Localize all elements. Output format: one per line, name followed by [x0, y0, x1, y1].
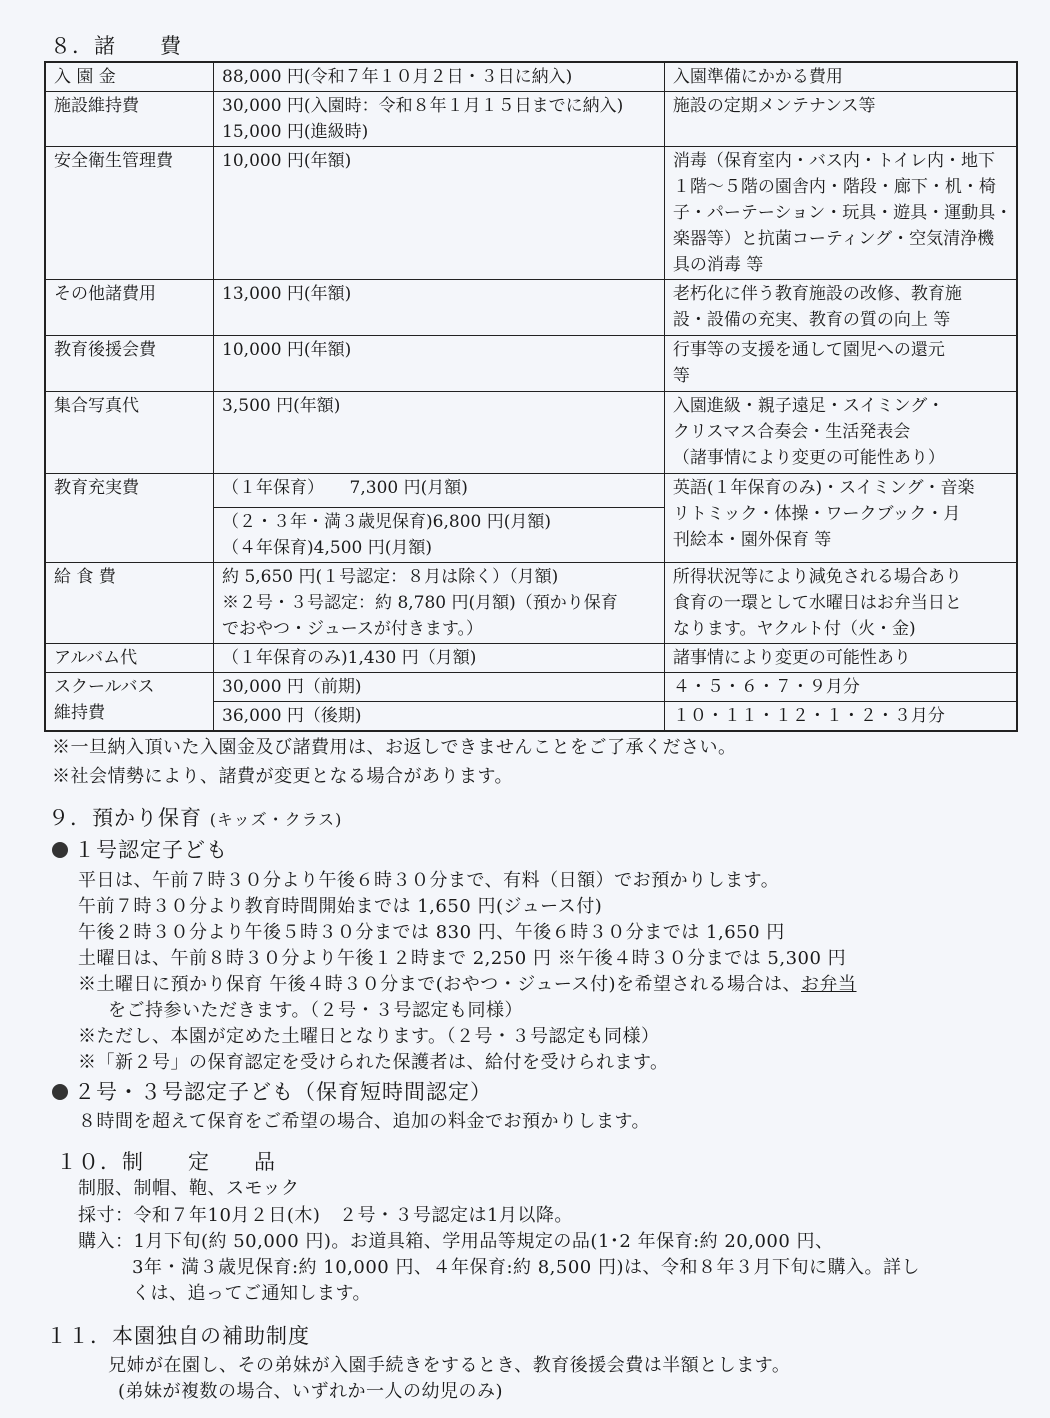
- table-row: [45, 644, 1017, 673]
- fee-amount: 30,000 円（前期): [214, 673, 665, 702]
- fee-amount: （１年保育のみ)1,430 円（月額): [214, 644, 665, 673]
- fee-item: スクールバス 維持費: [45, 673, 214, 732]
- body-line: ８時間を超えて保育をご希望の場合、追加の料金でお預かりします。: [78, 1111, 651, 1132]
- fee-item: 教育後援会費: [45, 336, 214, 392]
- fee-amount: 10,000 円(年額): [214, 336, 665, 392]
- fee-item: 施設維持費: [45, 92, 214, 147]
- body-line: 採寸：令和７年10月２日(木) ２号・３号認定は1月以降。: [78, 1205, 573, 1226]
- fee-note-line: ※一旦納入頂いた入園金及び諸費用は、お返しできませんことをご了承ください。: [52, 737, 737, 758]
- sub1-heading: [52, 834, 228, 864]
- sub1-title: １号認定子ども: [74, 838, 228, 862]
- fee-note: 老朽化に伴う教育施設の改修、教育施 設・設備の充実、教育の質の向上 等: [664, 280, 1017, 336]
- body-line: ※「新２号」の保育認定を受けられた保護者は、給付を受けられます。: [78, 1052, 669, 1073]
- fee-amount: 36,000 円（後期): [214, 702, 665, 732]
- fee-amount: （１年保育） 7,300 円(月額): [214, 474, 665, 508]
- section-9-title: ９．預かり保育: [48, 806, 202, 830]
- body-line: 3年・満３歳児保育:約 10,000 円、４年保育:約 8,500 円)は、令和８年３月下旬に購入。詳し: [132, 1257, 920, 1278]
- body-line: ※ただし、本園が定めた土曜日となります。（２号・３号認定も同様）: [78, 1026, 660, 1047]
- fee-amount: （２・３年・満３歳児保育)6,800 円(月額) （４年保育)4,500 円(月額): [214, 508, 665, 563]
- body-line: 午前７時３０分より教育時間開始までは 1,650 円(ジュース付): [78, 896, 603, 917]
- body-line: 土曜日は、午前８時３０分より午後１２時まで 2,250 円 ※午後４時３０分までは 5,300 円: [78, 948, 847, 969]
- fee-item: 給 食 費: [45, 563, 214, 644]
- table-row: [45, 563, 1017, 644]
- bullet-icon: [52, 1084, 68, 1100]
- body-line: 制服、制帽、鞄、スモック: [78, 1178, 300, 1199]
- fee-note: 英語(１年保育のみ)・スイミング・音楽 リトミック・体操・ワークブック・月 刊絵本・園外保育 等: [664, 474, 1017, 563]
- table-row: [45, 474, 1017, 508]
- section-11-heading: １１．本園独自の補助制度: [46, 1324, 310, 1348]
- fee-amount: 30,000 円(入園時：令和８年１月１５日までに納入) 15,000 円(進級時): [214, 92, 665, 147]
- fee-item: 安全衛生管理費: [45, 147, 214, 280]
- section-10-heading: １０．制 定 品: [56, 1150, 276, 1174]
- body-line: (弟妹が複数の場合、いずれか一人の幼児のみ): [118, 1381, 504, 1402]
- fee-note: ４・５・６・７・９月分: [664, 673, 1017, 702]
- table-row: [45, 336, 1017, 392]
- fee-note: 入園進級・親子遠足・スイミング・ クリスマス合奏会・生活発表会 （諸事情により変更の可能性あり）: [664, 392, 1017, 474]
- body-line: 購入：1月下旬(約 50,000 円)。お道具箱、学用品等規定の品(1･2 年保育:約 20,000 円、: [78, 1231, 834, 1252]
- section-9-subtitle: (キッズ・クラス): [209, 810, 343, 829]
- fee-item: その他諸費用: [45, 280, 214, 336]
- body-line: 兄姉が在園し、その弟妹が入園手続きをするとき、教育後援会費は半額とします。: [108, 1355, 791, 1376]
- table-row: [45, 92, 1017, 147]
- fee-note-line: ※社会情勢により、諸費が変更となる場合があります。: [52, 766, 514, 787]
- fee-amount: 88,000 円(令和７年１０月２日・３日に納入): [214, 62, 665, 92]
- fee-item: 集合写真代: [45, 392, 214, 474]
- sub2-title: ２号・３号認定子ども（保育短時間認定）: [74, 1080, 492, 1104]
- fee-note: 所得状況等により減免される場合あり 食育の一環として水曜日はお弁当日と なります。ヤクルト付（火・金): [664, 563, 1017, 644]
- underlined-text: お弁当: [801, 974, 857, 995]
- fee-amount: 3,500 円(年額): [214, 392, 665, 474]
- fee-amount: 13,000 円(年額): [214, 280, 665, 336]
- table-row: [45, 673, 1017, 702]
- fee-note: 諸事情により変更の可能性あり: [664, 644, 1017, 673]
- body-line: をご持参いただきます。（２号・３号認定も同様）: [108, 1000, 524, 1021]
- fee-note: 消毒（保育室内・バス内・トイレ内・地下 １階～５階の園舎内・階段・廊下・机・椅 子・パーテーション・玩具・遊具・運動具・ 楽器等）と抗菌コーティング・空気清浄機 具の消毒 等: [664, 147, 1017, 280]
- section-9-heading: [48, 802, 342, 832]
- table-row: [45, 280, 1017, 336]
- fee-amount: 10,000 円(年額): [214, 147, 665, 280]
- body-line: [78, 970, 857, 996]
- fee-note: 施設の定期メンテナンス等: [664, 92, 1017, 147]
- table-row: [45, 147, 1017, 280]
- sub2-heading: [52, 1076, 492, 1106]
- fee-item: アルバム代: [45, 644, 214, 673]
- body-line: くは、追ってご通知します。: [132, 1283, 372, 1304]
- fee-item: 教育充実費: [45, 474, 214, 563]
- section-8-heading: ８．諸 費: [50, 34, 182, 58]
- fee-item: 入 園 金: [45, 62, 214, 92]
- fee-amount: 約 5,650 円(１号認定：８月は除く）（月額) ※２号・３号認定：約 8,780 円(月額)（預かり保育 でおやつ・ジュースが付きます。）: [214, 563, 665, 644]
- bullet-icon: [52, 842, 68, 858]
- fee-note: 入園準備にかかる費用: [664, 62, 1017, 92]
- fees-table: [44, 61, 1018, 732]
- fee-note: 行事等の支援を通して園児への還元 等: [664, 336, 1017, 392]
- table-row: [45, 62, 1017, 92]
- table-row: [45, 392, 1017, 474]
- body-line-text: ※土曜日に預かり保育 午後４時３０分まで(おやつ・ジュース付)を希望される場合は、: [78, 974, 802, 995]
- body-line: 午後２時３０分より午後５時３０分までは 830 円、午後６時３０分までは 1,650 円: [78, 922, 785, 943]
- body-line: 平日は、午前７時３０分より午後６時３０分まで、有料（日額）でお預かりします。: [78, 870, 780, 891]
- fee-note: １０・１１・１２・１・２・３月分: [664, 702, 1017, 732]
